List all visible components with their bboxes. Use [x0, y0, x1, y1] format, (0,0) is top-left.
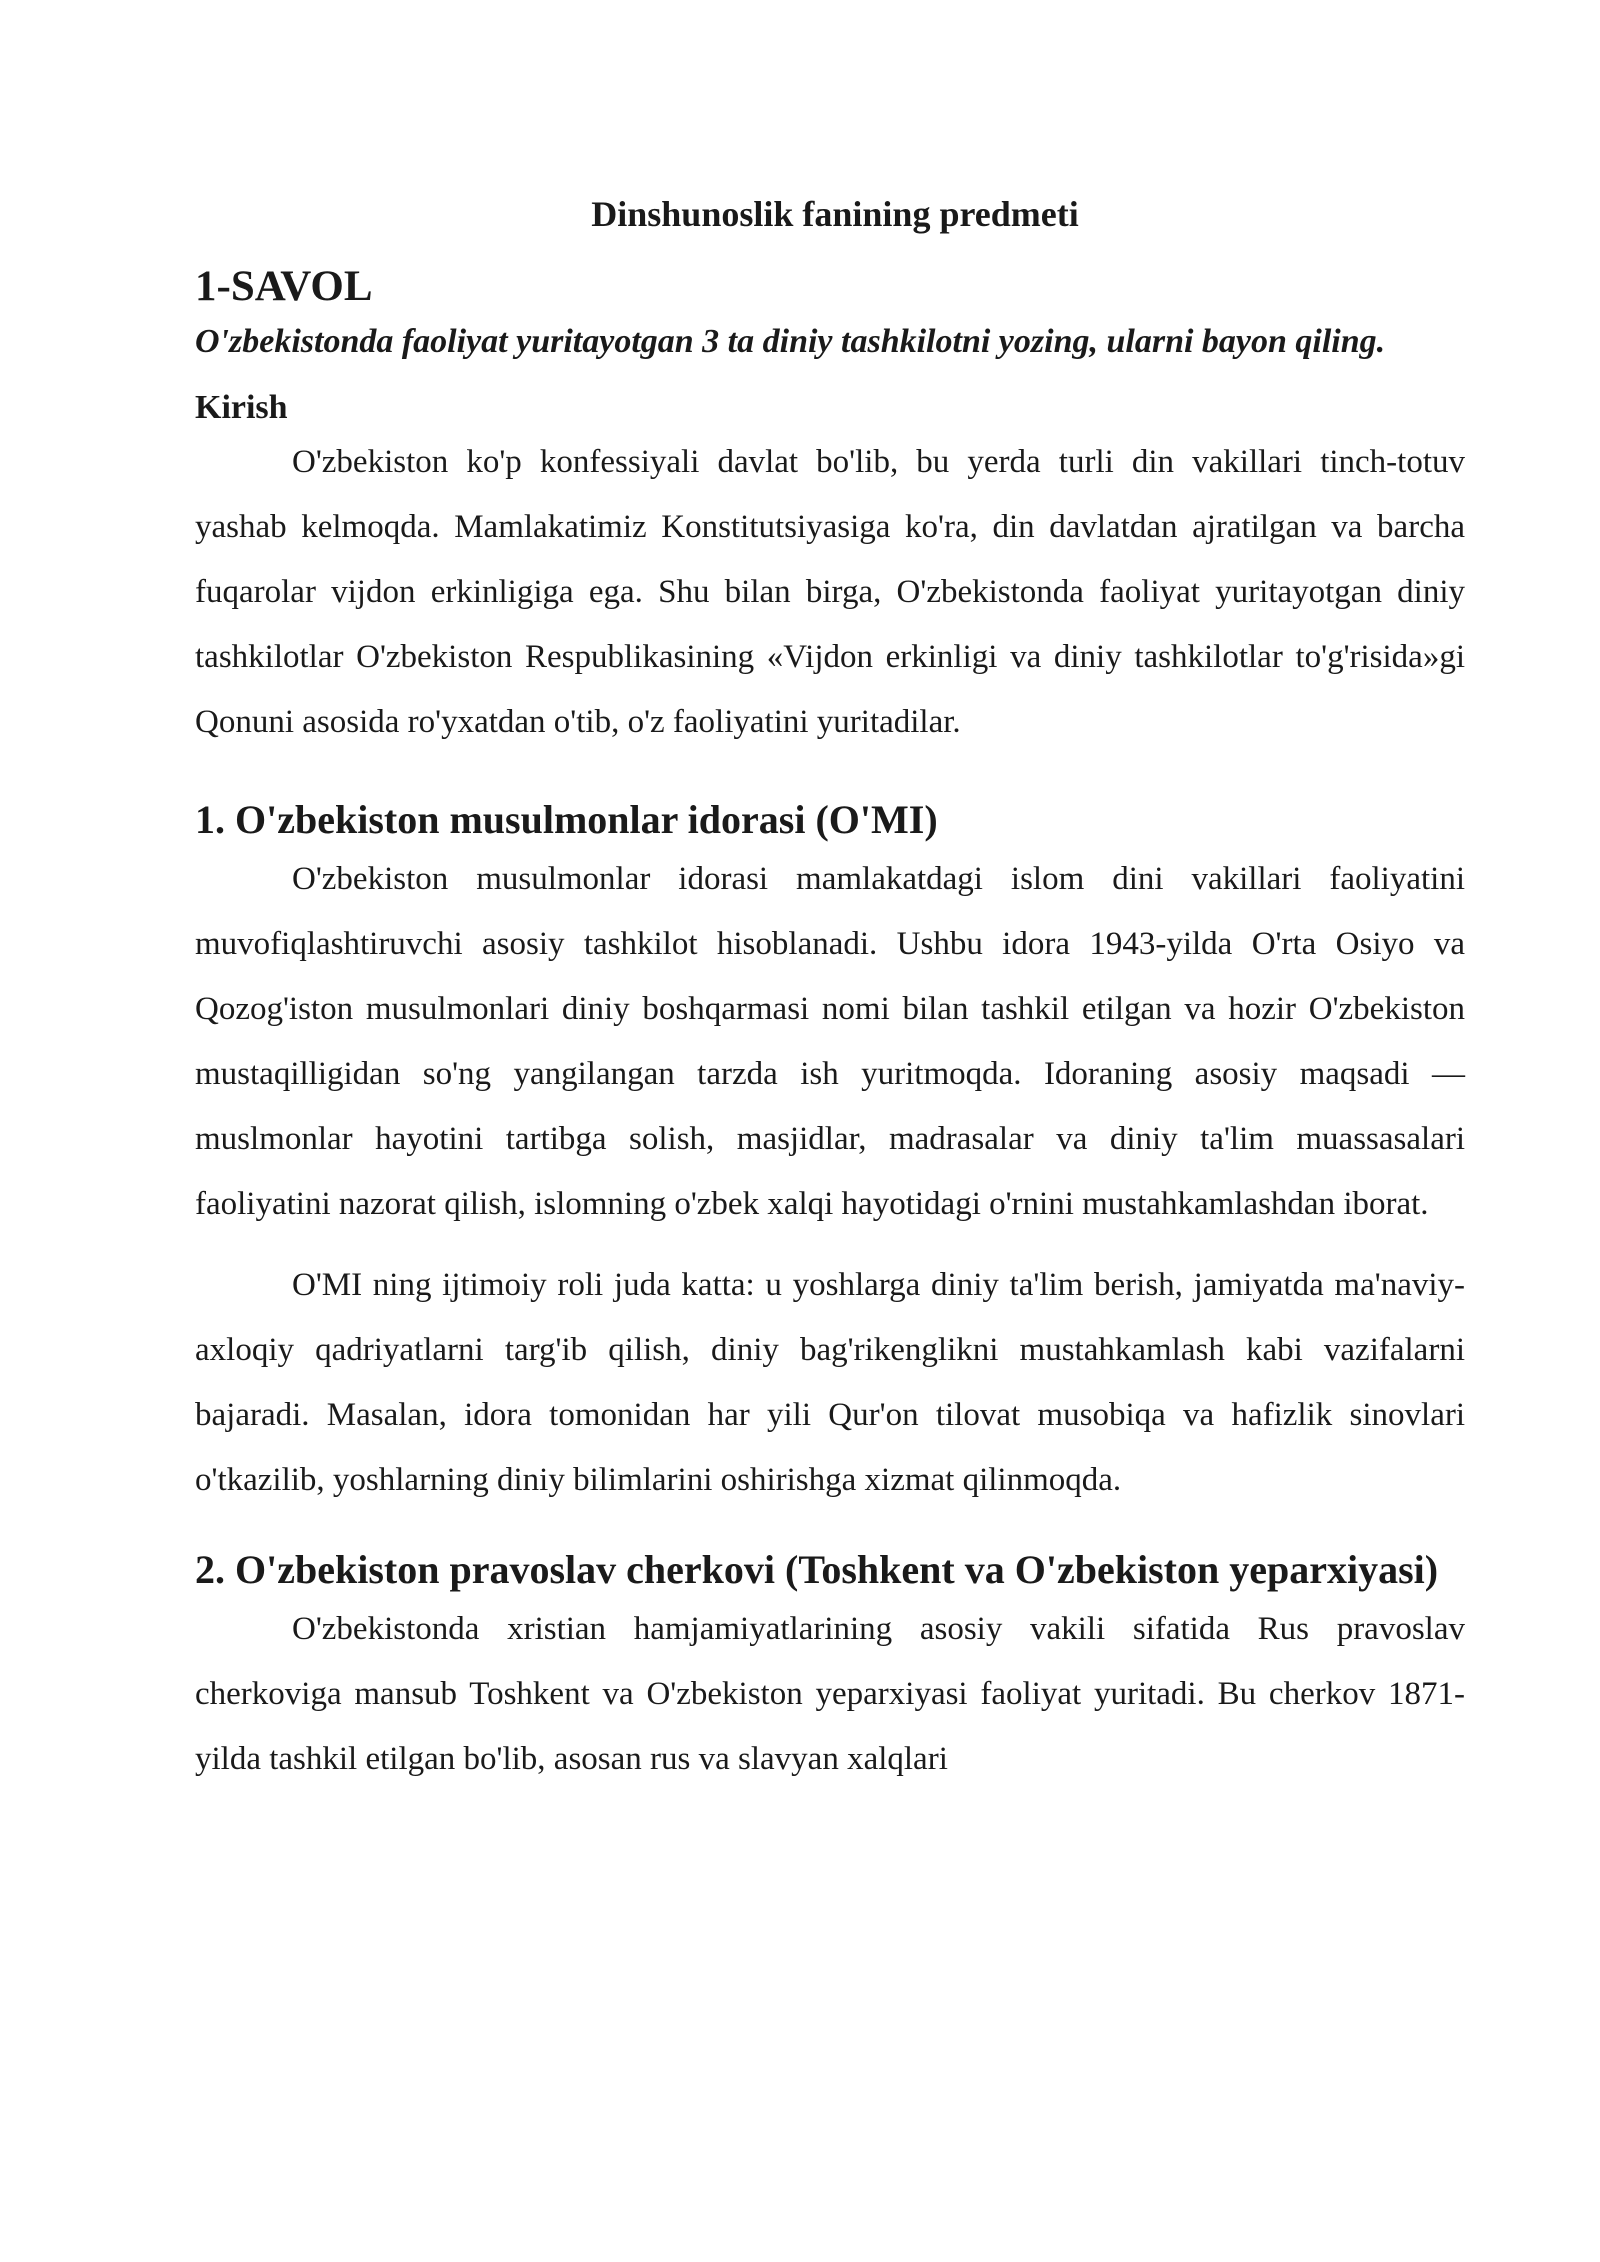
section-paragraph: O'MI ning ijtimoiy roli juda katta: u yoshlarga diniy ta'lim berish, jamiyatda ma'naviy-axloqiy qadriyatlarni targ'ib qilish, diniy bag'rikenglikni mustahkamlash kabi vazifalarni bajaradi. Masalan, idora tomonidan har yili Qur'on tilovat musobiqa va hafizlik sinovlari o'tkazilib, yoshlarning diniy bilimlarini oshirishga xizmat qilinmoqda.: [195, 1267, 1465, 1498]
section-omi: [195, 793, 1465, 1513]
section-heading: 2. O'zbekiston pravoslav cherkovi (Toshkent va O'zbekiston yeparxiyasi): [195, 1547, 1439, 1592]
question-text: O'zbekistonda faoliyat yuritayotgan 3 ta diniy tashkilotni yozing, ularni bayon qiling.: [195, 323, 1386, 360]
section-paragraph: O'zbekiston musulmonlar idorasi mamlakatdagi islom dini vakillari faoliyatini muvofiqlashtiruvchi asosiy tashkilot hisoblanadi. Ushbu idora 1943-yilda O'rta Osiyo va Qozog'iston musulmonlari diniy boshqarmasi nomi bilan tashkil etilgan va hozir O'zbekiston mustaqilligidan so'ng yangilangan tarzda ish yuritmoqda. Idoraning asosiy maqsadi — muslmonlar hayotini tartibga solish, masjidlar, madrasalar va diniy ta'lim muassasalari faoliyatini nazorat qilish, islomning o'zbek xalqi hayotidagi o'rnini mustahkamlashdan iborat.: [195, 861, 1465, 1222]
section-heading: 1. O'zbekiston musulmonlar idorasi (O'MI): [195, 797, 938, 842]
document-body: [195, 190, 1465, 1792]
section-orthodox-church: [195, 1543, 1465, 1792]
question-number: 1-SAVOL: [195, 263, 373, 310]
section-paragraph: O'zbekistonda xristian hamjamiyatlarining asosiy vakili sifatida Rus pravoslav cherkoviga mansub Toshkent va O'zbekiston yeparxiyasi faoliyat yuritadi. Bu cherkov 1871-yilda tashkil etilgan bo'lib, asosan rus va slavyan xalqlari: [195, 1611, 1465, 1777]
document-title: Dinshunoslik fanining predmeti: [591, 194, 1079, 234]
intro-paragraph: O'zbekiston ko'p konfessiyali davlat bo'lib, bu yerda turli din vakillari tinch-totuv yashab kelmoqda. Mamlakatimiz Konstitutsiyasiga ko'ra, din davlatdan ajratilgan va barcha fuqarolar vijdon erkinligiga ega. Shu bilan birga, O'zbekistonda faoliyat yuritayotgan diniy tashkilotlar O'zbekiston Respublikasining «Vijdon erkinligi va diniy tashkilotlar to'g'risida»gi Qonuni asosida ro'yxatdan o'tib, o'z faoliyatini yuritadilar.: [195, 444, 1465, 740]
intro-heading: Kirish: [195, 389, 288, 426]
